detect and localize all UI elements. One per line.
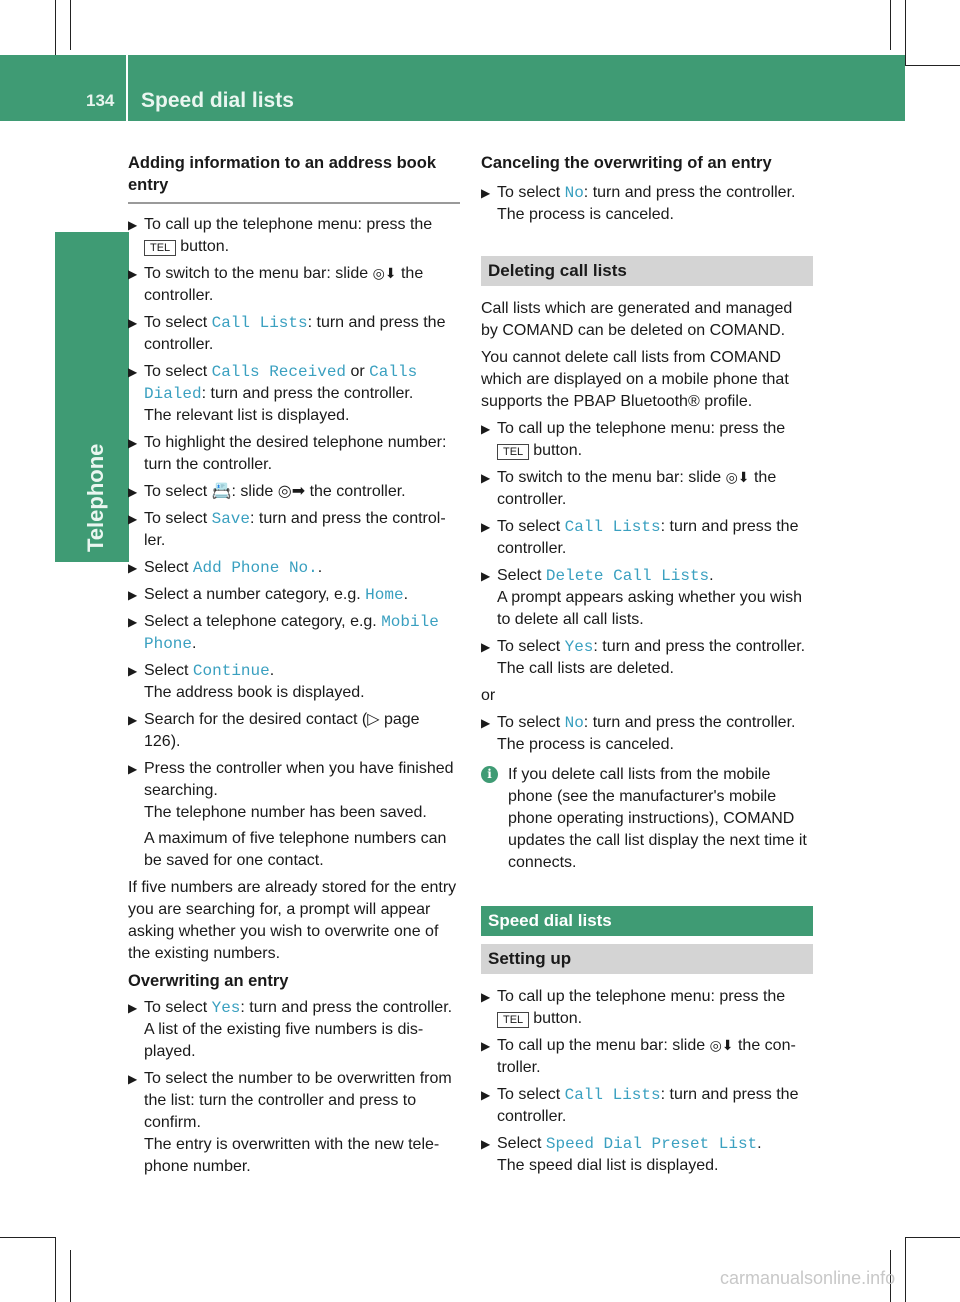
step: ▶ To switch to the menu bar: slide ◎⬇ the controller. bbox=[481, 469, 777, 508]
arrow-icon: ▶ bbox=[128, 561, 138, 575]
step: ▶ Search for the desired contact (▷ page 126). bbox=[128, 711, 420, 750]
step-result: The address book is displayed. bbox=[144, 684, 365, 701]
arrow-icon: ▶ bbox=[481, 471, 491, 485]
crop-mark bbox=[55, 1237, 56, 1302]
step: ▶ Select Continue. The address book is displayed. bbox=[128, 660, 460, 704]
section-heading-bar: Deleting call lists bbox=[481, 256, 813, 286]
crop-mark bbox=[0, 1237, 55, 1238]
controller-icon: ◎⬇ bbox=[709, 1038, 734, 1054]
section-heading-bar: Speed dial lists bbox=[481, 906, 813, 936]
step: ▶ To select the number to be overwritten from the list: turn the controller and press to confirm. The entry is overwritten with the new tele- phone number. bbox=[128, 1068, 460, 1178]
section-tab bbox=[55, 232, 129, 562]
page-header bbox=[0, 55, 905, 121]
step: ▶ Select a telephone category, e.g. Mobile Phone. bbox=[128, 613, 439, 653]
arrow-icon: ▶ bbox=[128, 365, 138, 379]
section-heading: Canceling the overwriting of an entry bbox=[481, 154, 772, 172]
menu-item-home: Home bbox=[365, 586, 404, 604]
step: ▶ To select Call Lists: turn and press the controller. bbox=[128, 314, 446, 353]
arrow-icon: ▶ bbox=[128, 588, 138, 602]
menu-item-mobile-phone: Mobile Phone bbox=[144, 613, 439, 653]
arrow-icon: ▶ bbox=[481, 1137, 491, 1151]
info-icon: i bbox=[481, 766, 498, 783]
menu-item-yes: Yes bbox=[211, 999, 241, 1017]
crop-mark bbox=[905, 1237, 960, 1238]
arrow-icon: ▶ bbox=[128, 664, 138, 678]
arrow-icon: ▶ bbox=[128, 615, 138, 629]
arrow-icon: ▶ bbox=[128, 512, 138, 526]
arrow-icon: ▶ bbox=[481, 640, 491, 654]
or-text: or bbox=[481, 687, 496, 704]
menu-item-continue: Continue bbox=[192, 662, 270, 680]
sub-heading: Overwriting an entry bbox=[128, 972, 289, 990]
contact-card-icon: 📇 bbox=[211, 483, 232, 500]
step: ▶ To select Calls Received or Calls Dialed: turn and press the controller. The relevant list is displayed. bbox=[128, 361, 460, 427]
crop-mark bbox=[905, 65, 960, 66]
arrow-icon: ▶ bbox=[128, 218, 138, 232]
menu-item-save: Save bbox=[211, 510, 250, 528]
step: ▶ To select Call Lists: turn and press the controller. bbox=[481, 1086, 799, 1125]
tel-key-icon: TEL bbox=[144, 240, 176, 256]
arrow-icon: ▶ bbox=[481, 569, 491, 583]
page-number: 134 bbox=[86, 91, 115, 110]
section-heading-bar: Setting up bbox=[481, 944, 813, 974]
step: ▶ To highlight the desired telephone number: turn the controller. bbox=[128, 434, 447, 473]
step: ▶ To select Call Lists: turn and press the controller. bbox=[481, 518, 799, 557]
section-heading: Adding information to an address book entry bbox=[128, 154, 437, 194]
step-result: A list of the existing five numbers is dis- played. bbox=[144, 1021, 424, 1060]
right-column bbox=[481, 150, 813, 1182]
step: ▶ Select Delete Call Lists. A prompt appears asking whether you wish to delete all call lists. bbox=[481, 565, 813, 631]
step: ▶ To select No: turn and press the controller. The process is canceled. bbox=[481, 712, 813, 756]
arrow-icon: ▶ bbox=[128, 762, 138, 776]
step: ▶ To select Save: turn and press the control- ler. bbox=[128, 510, 446, 549]
crop-mark bbox=[905, 0, 906, 65]
step-result: A prompt appears asking whether you wish to delete all call lists. bbox=[497, 589, 803, 628]
crop-mark bbox=[890, 0, 891, 50]
menu-item-calls-dialed: Calls Dialed bbox=[144, 363, 418, 403]
menu-item-call-lists: Call Lists bbox=[564, 518, 661, 536]
step-result: A maximum of five telephone numbers can be saved for one contact. bbox=[144, 830, 447, 869]
heading-rule bbox=[128, 202, 460, 204]
step-result: The entry is overwritten with the new tele- phone number. bbox=[144, 1136, 440, 1175]
arrow-icon: ▶ bbox=[128, 1001, 138, 1015]
step: ▶ To switch to the menu bar: slide ◎⬇ the controller. bbox=[128, 265, 424, 304]
arrow-icon: ▶ bbox=[128, 267, 138, 281]
step: ▶ To call up the menu bar: slide ◎⬇ the con- troller. bbox=[481, 1037, 796, 1076]
menu-item-speed-dial-preset-list: Speed Dial Preset List bbox=[545, 1135, 758, 1153]
arrow-icon: ▶ bbox=[481, 520, 491, 534]
step-result: The process is canceled. bbox=[497, 736, 674, 753]
arrow-icon: ▶ bbox=[128, 1072, 138, 1086]
arrow-icon: ▶ bbox=[481, 1088, 491, 1102]
menu-item-no: No bbox=[564, 714, 584, 732]
page-title: Speed dial lists bbox=[141, 89, 294, 112]
section-tab-label: Telephone bbox=[83, 443, 108, 552]
step: ▶ To call up the telephone menu: press the TEL button. bbox=[481, 988, 786, 1027]
step: ▶ To call up the telephone menu: press the TEL button. bbox=[128, 216, 433, 255]
step-result: The telephone number has been saved. bbox=[144, 804, 427, 821]
crop-mark bbox=[70, 1250, 71, 1302]
watermark: carmanualsonline.info bbox=[720, 1268, 896, 1288]
arrow-icon: ▶ bbox=[481, 1039, 491, 1053]
arrow-icon: ▶ bbox=[481, 186, 491, 200]
arrow-icon: ▶ bbox=[128, 713, 138, 727]
crop-mark bbox=[70, 0, 71, 50]
menu-item-call-lists: Call Lists bbox=[211, 314, 308, 332]
controller-icon: ◎⬇ bbox=[725, 470, 750, 486]
header-divider bbox=[126, 55, 128, 121]
arrow-icon: ▶ bbox=[481, 422, 491, 436]
paragraph: If five numbers are already stored for the entry you are searching for, a prompt will appear asking whether you wish to overwrite one of the existing numbers. bbox=[128, 879, 457, 962]
arrow-icon: ▶ bbox=[128, 316, 138, 330]
step: ▶ To select 📇: slide ◎➡ the controller. bbox=[128, 481, 460, 503]
step: ▶ Select Speed Dial Preset List. The speed dial list is displayed. bbox=[481, 1133, 813, 1177]
step: ▶ Press the controller when you have finished searching. The telephone number has been saved. A maximum of five telephone numbers can be saved for one contact. bbox=[128, 758, 460, 872]
step-result: The call lists are deleted. bbox=[497, 660, 674, 677]
info-note: i If you delete call lists from the mobile phone (see the manufacturer's mobile phone operating instructions), COMAND updates the call list display the next time it connects. bbox=[481, 764, 813, 874]
arrow-icon: ▶ bbox=[128, 485, 138, 499]
paragraph: Call lists which are generated and managed by COMAND can be deleted on COMAND. bbox=[481, 300, 793, 339]
arrow-icon: ▶ bbox=[481, 716, 491, 730]
arrow-icon: ▶ bbox=[481, 990, 491, 1004]
arrow-icon: ▶ bbox=[128, 436, 138, 450]
crop-mark bbox=[905, 1237, 906, 1302]
left-column bbox=[128, 150, 460, 1183]
paragraph: You cannot delete call lists from COMAND which are displayed on a mobile phone that supports the PBAP Bluetooth® profile. bbox=[481, 349, 789, 410]
step-result: The relevant list is displayed. bbox=[144, 407, 350, 424]
tel-key-icon: TEL bbox=[497, 444, 529, 460]
step-result: The process is canceled. bbox=[497, 206, 674, 223]
tel-key-icon: TEL bbox=[497, 1012, 529, 1028]
menu-item-delete-call-lists: Delete Call Lists bbox=[545, 567, 710, 585]
step: ▶ To select No: turn and press the controller. The process is canceled. bbox=[481, 182, 813, 226]
menu-item-add-phone-no: Add Phone No. bbox=[192, 559, 318, 577]
controller-icon: ◎⬇ bbox=[372, 266, 397, 282]
step: ▶ Select a number category, e.g. Home. bbox=[128, 586, 409, 604]
step: ▶ To call up the telephone menu: press the TEL button. bbox=[481, 420, 786, 459]
menu-item-no: No bbox=[564, 184, 584, 202]
menu-item-calls-received: Calls Received bbox=[211, 363, 347, 381]
step-result: The speed dial list is displayed. bbox=[497, 1157, 719, 1174]
step: ▶ To select Yes: turn and press the controller. A list of the existing five numbers is dis- played. bbox=[128, 997, 460, 1063]
step: ▶ To select Yes: turn and press the controller. The call lists are deleted. bbox=[481, 636, 813, 680]
step: ▶ Select Add Phone No.. bbox=[128, 559, 323, 577]
menu-item-yes: Yes bbox=[564, 638, 594, 656]
menu-item-call-lists: Call Lists bbox=[564, 1086, 661, 1104]
